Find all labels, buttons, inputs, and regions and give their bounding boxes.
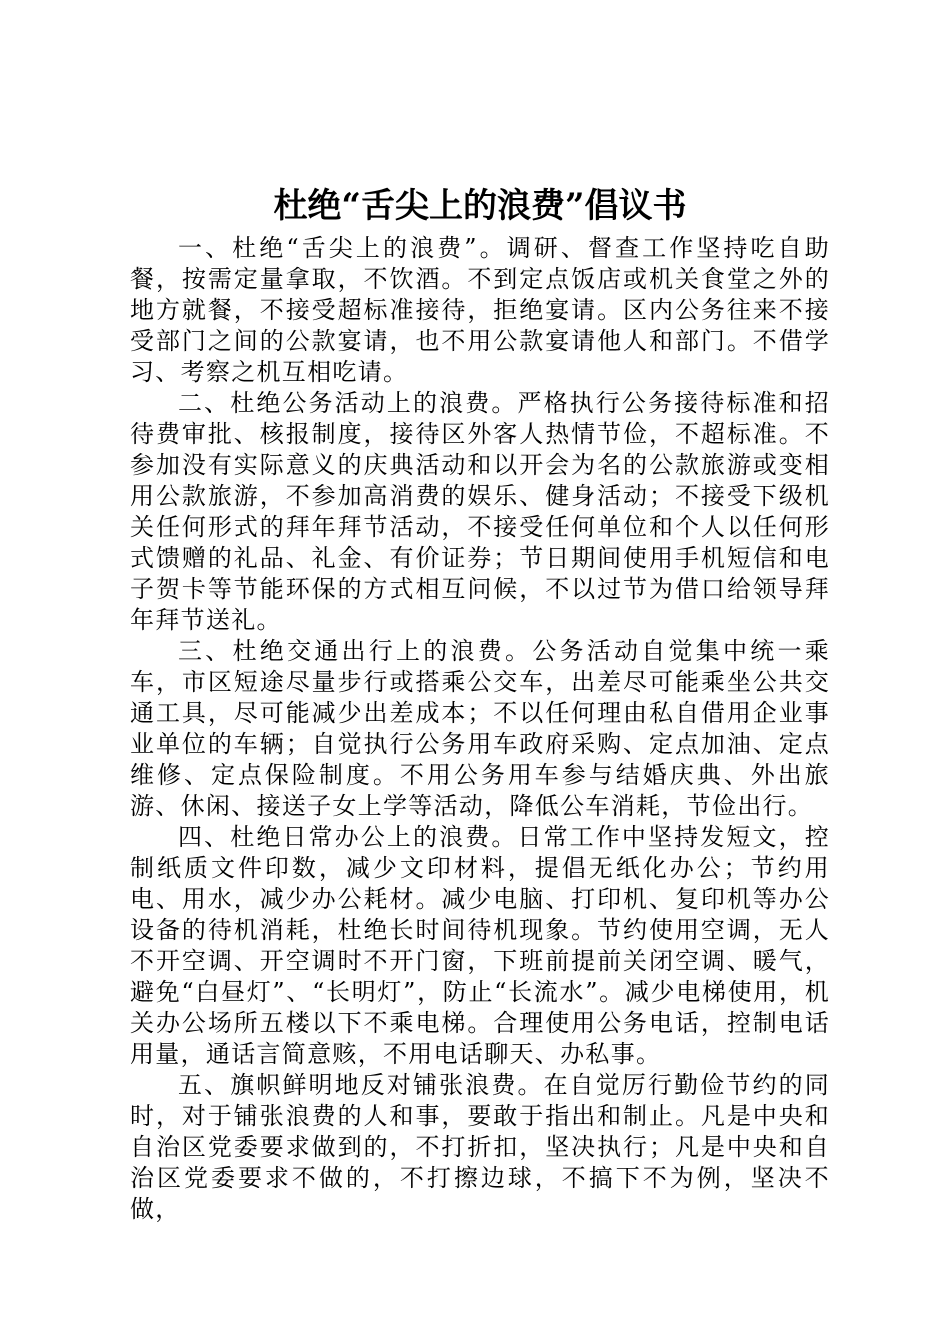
- paragraph-1: 一、杜绝“舌尖上的浪费”。调研、督查工作坚持吃自助餐，按需定量拿取，不饮酒。不到定点饭店或机关食堂之外的地方就餐，不接受超标准接待，拒绝宴请。区内公务往来不接受部门之间的公款宴请，也不用公款宴请他人和部门。不借学习、考察之机互相吃请。: [130, 234, 830, 386]
- document-body: [130, 233, 830, 1225]
- paragraph-4: 四、杜绝日常办公上的浪费。日常工作中坚持发短文，控制纸质文件印数，减少文印材料，提倡无纸化办公；节约用电、用水，减少办公耗材。减少电脑、打印机、复印机等办公设备的待机消耗，杜绝长时间待机现象。节约使用空调，无人不开空调、开空调时不开门窗，下班前提前关闭空调、暖气，避免“白昼灯”、“长明灯”，防止“长流水”。减少电梯使用，机关办公场所五楼以下不乘电梯。合理使用公务电话，控制电话用量，通话言简意赅，不用电话聊天、办私事。: [130, 823, 830, 1068]
- document-title: 杜绝“舌尖上的浪费”倡议书: [273, 186, 687, 226]
- paragraph-3: 三、杜绝交通出行上的浪费。公务活动自觉集中统一乘车，市区短途尽量步行或搭乘公交车，出差尽可能乘坐公共交通工具，尽可能减少出差成本；不以任何理由私自借用企业事业单位的车辆；自觉执行公务用车政府采购、定点加油、定点维修、定点保险制度。不用公务用车参与结婚庆典、外出旅游、休闲、接送子女上学等活动，降低公车消耗，节俭出行。: [130, 637, 830, 820]
- paragraph-5: 五、旗帜鲜明地反对铺张浪费。在自觉厉行勤俭节约的同时，对于铺张浪费的人和事，要敢于指出和制止。凡是中央和自治区党委要求做到的，不打折扣，坚决执行；凡是中央和自治区党委要求不做的，不打擦边球，不搞下不为例，坚决不做，: [130, 1071, 830, 1223]
- paragraph-2: 二、杜绝公务活动上的浪费。严格执行公务接待标准和招待费审批、核报制度，接待区外客人热情节俭，不超标准。不参加没有实际意义的庆典活动和以开会为名的公款旅游或变相用公款旅游，不参加高消费的娱乐、健身活动；不接受下级机关任何形式的拜年拜节活动，不接受任何单位和个人以任何形式馈赠的礼品、礼金、有价证券；节日期间使用手机短信和电子贺卡等节能环保的方式相互问候，不以过节为借口给领导拜年拜节送礼。: [130, 389, 830, 634]
